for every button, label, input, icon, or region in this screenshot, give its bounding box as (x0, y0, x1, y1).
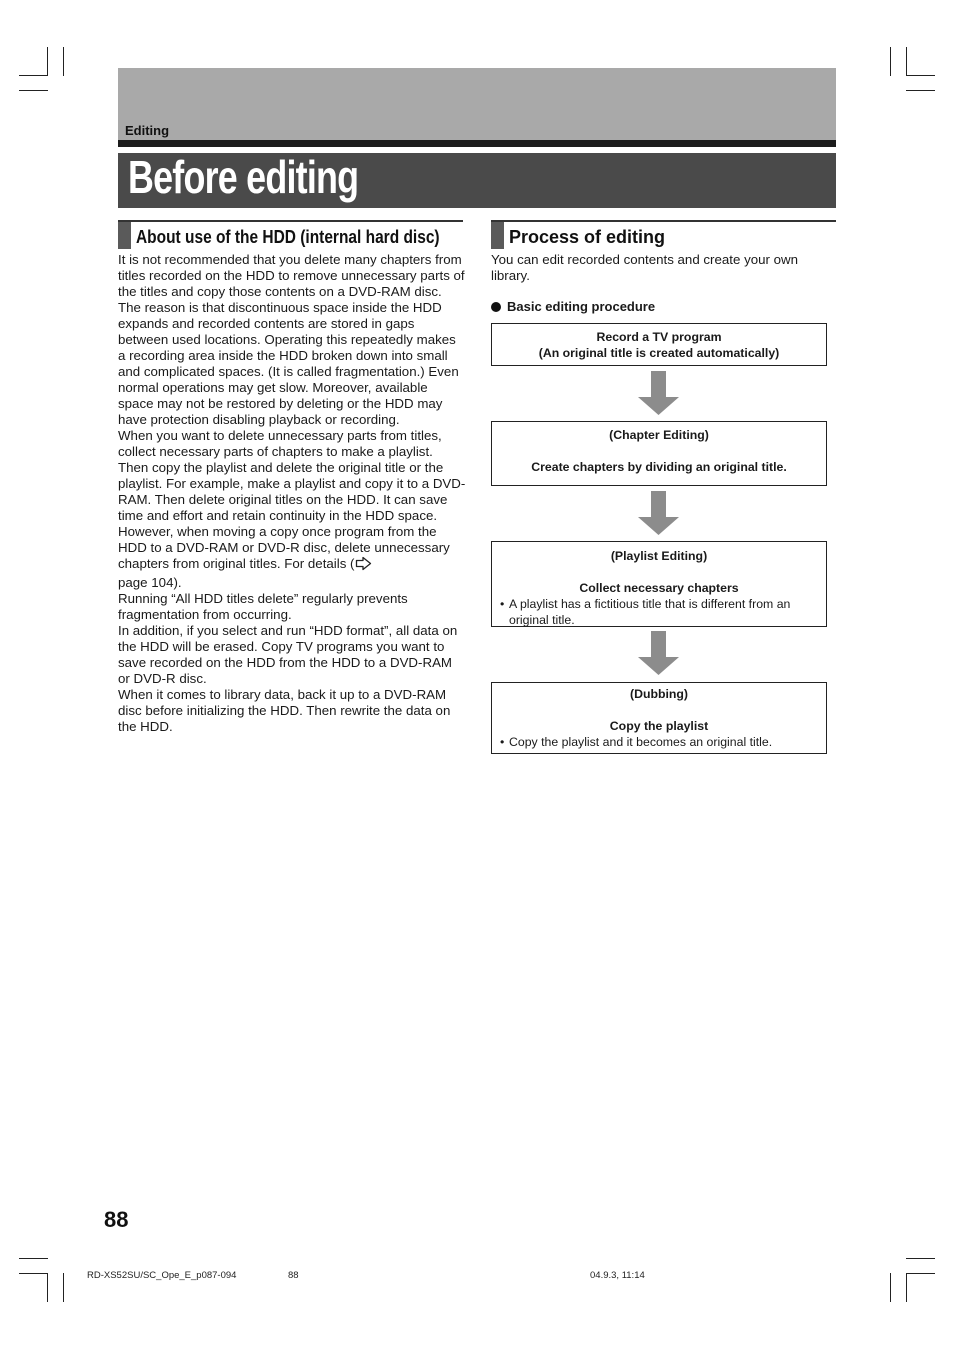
down-arrow-icon (637, 491, 680, 540)
step-title: (Dubbing) (629, 687, 689, 701)
hdd-section-heading (118, 220, 463, 251)
step-note (492, 734, 826, 750)
procedure-heading (491, 299, 655, 314)
step-action: Collect necessary chapters (579, 581, 739, 595)
paragraph: In addition, if you select and run “HDD format”, all data on the HDD will be erased. Copy TV programs you want to save recorded on the HDD from the HDD to a DVD-RAM or DVD-R disc. (118, 623, 458, 686)
step-title: (Chapter Editing) (609, 428, 709, 442)
heading-tab (491, 222, 504, 249)
page-reference-arrow-icon (355, 556, 372, 575)
flow-step-chapter-editing (491, 421, 827, 486)
step-action: Create chapters by dividing an original title. (531, 460, 787, 474)
hdd-body (118, 252, 466, 735)
page-number: 88 (104, 1207, 129, 1232)
page-reference: page 104). (118, 575, 182, 590)
bullet-dot-icon (491, 302, 501, 312)
flow-step-record (491, 323, 827, 366)
header-rule (118, 140, 836, 147)
step-title: (Playlist Editing) (610, 549, 708, 563)
step-note-text: Copy the playlist and it becomes an original title. (509, 735, 773, 749)
step-note-text: A playlist has a fictitious title that is different from an original title. (509, 597, 791, 627)
step-note (492, 596, 826, 628)
step-action: Copy the playlist (609, 719, 709, 733)
footer-doc-page: 88 (288, 1270, 299, 1281)
bullet: • (500, 735, 505, 749)
down-arrow-icon (637, 371, 680, 420)
heading-tab (118, 222, 131, 249)
process-section-heading (491, 220, 836, 251)
paragraph: Running “All HDD titles delete” regularly prevents fragmentation from occurring. (118, 591, 408, 622)
paragraph: When it comes to library data, back it up to a DVD-RAM disc before initializing the HDD. Then rewrite the data on the HDD. (118, 687, 451, 734)
header-band (118, 68, 836, 140)
process-heading-text: Process of editing (509, 227, 666, 247)
paragraph: It is not recommended that you delete many chapters from titles recorded on the HDD to remove unnecessary parts of the titles and copy those contents on a DVD-RAM disc. The reason is that discontinuous space inside the HDD expands and recorded contents are stored in gaps between used locations. Operating this repeatedly makes a recording area inside the HDD broken down into small and complicated spaces. (It is called fragmentation.) Even normal operations may get slow. Moreover, available space may not be restored by deleting or the HDD may have protection disabling playback or recording. (118, 252, 465, 427)
footer-doc-id: RD-XS52SU/SC_Ope_E_p087-094 (87, 1270, 237, 1281)
step-line: (An original title is created automatically) (538, 346, 780, 360)
down-arrow-icon (637, 631, 680, 680)
hdd-heading-text: About use of the HDD (internal hard disc) (136, 227, 440, 247)
process-intro: You can edit recorded contents and create your own library. (491, 252, 799, 283)
paragraph-text: When you want to delete unnecessary parts from titles, collect necessary parts of chapters to make a playlist. Then copy the playlist and delete the original title or the playlist. For example, make a playlist and copy it to a DVD-RAM. Then delete original titles on the HDD. It can save time and effort and retain continuity in the HDD space. However, when moving a copy once program from the HDD to a DVD-RAM or DVD-R disc, delete unnecessary chapters from original titles. For details ( (118, 428, 466, 571)
footer-timestamp: 04.9.3, 11:14 (590, 1270, 645, 1281)
bullet: • (500, 597, 505, 611)
section-label: Editing (125, 123, 170, 138)
page-title: Before editing (128, 151, 359, 203)
paragraph (118, 428, 466, 591)
step-line: Record a TV program (596, 330, 722, 344)
flow-step-playlist-editing (491, 541, 827, 627)
procedure-label: Basic editing procedure (507, 299, 656, 314)
flow-step-dubbing (491, 682, 827, 754)
